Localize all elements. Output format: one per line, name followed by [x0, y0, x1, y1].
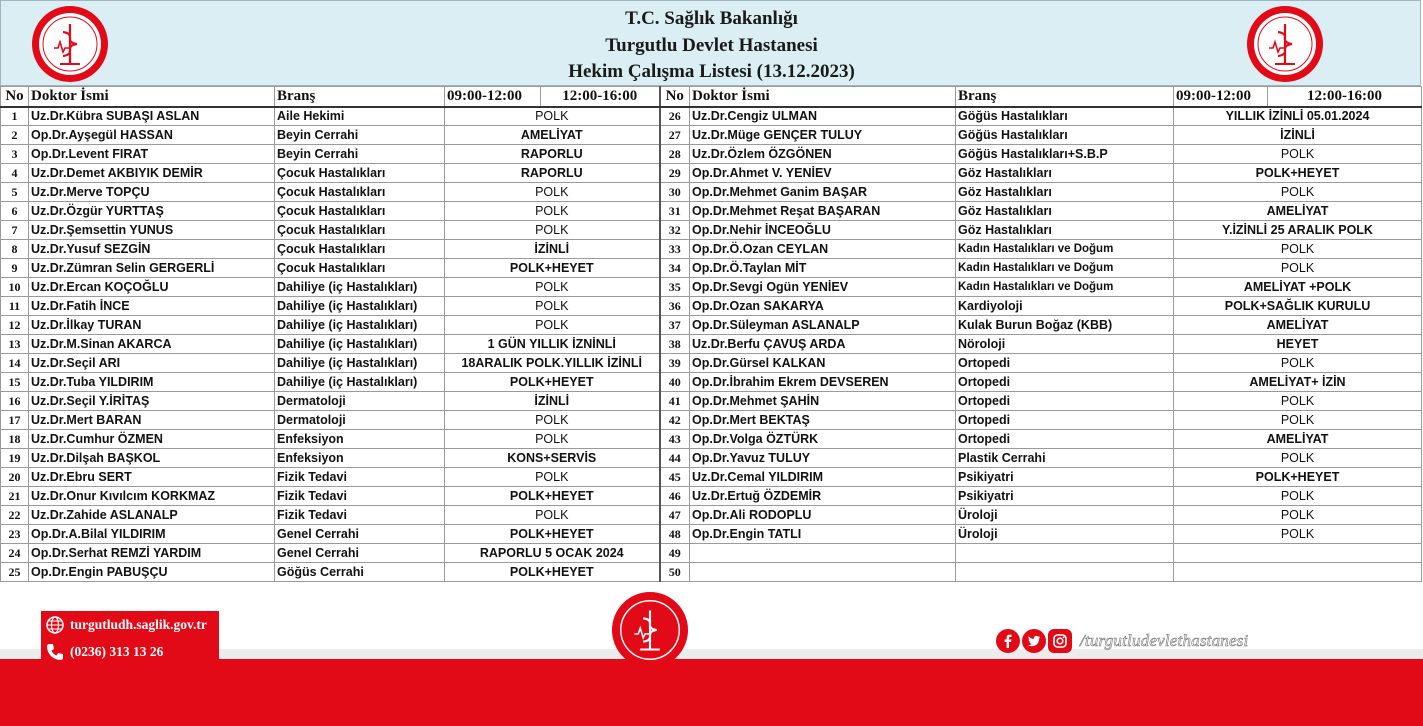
table-row	[1, 259, 1422, 278]
doctor-status: RAPORLU 5 OCAK 2024	[445, 544, 660, 563]
doctor-name: Uz.Dr.Kübra SUBAŞI ASLAN	[29, 107, 275, 126]
doctor-name: Uz.Dr.Seçil ARI	[29, 354, 275, 373]
doctor-no: 3	[1, 145, 29, 164]
social-links	[996, 629, 1248, 653]
doctor-status: POLK+HEYET	[1174, 164, 1422, 183]
col-header-branch: Branş	[275, 87, 445, 107]
doctor-branch: Göz Hastalıkları	[956, 221, 1174, 240]
doctor-no: 23	[1, 525, 29, 544]
doctor-branch: Göğüs Hastalıkları	[956, 107, 1174, 126]
doctor-branch: Genel Cerrahi	[275, 525, 445, 544]
doctor-no: 32	[660, 221, 690, 240]
phone-number[interactable]: (0236) 313 13 26	[70, 644, 164, 659]
doctor-name: Op.Dr.Ali RODOPLU	[690, 506, 956, 525]
doctor-branch: Dahiliye (iç Hastalıkları)	[275, 373, 445, 392]
doctor-name: Op.Dr.Ö.Taylan MİT	[690, 259, 956, 278]
doctor-branch: Üroloji	[956, 506, 1174, 525]
doctor-status: POLK	[1174, 449, 1422, 468]
doctor-branch: Enfeksiyon	[275, 430, 445, 449]
footer-red-band	[0, 659, 1423, 726]
doctor-name: Op.Dr.Mehmet Ganim BAŞAR	[690, 183, 956, 202]
table-row	[1, 354, 1422, 373]
doctor-no: 36	[660, 297, 690, 316]
website-row[interactable]	[45, 614, 207, 636]
doctor-status: İZİNLİ	[445, 392, 660, 411]
list-title: Hekim Çalışma Listesi (13.12.2023)	[568, 61, 855, 82]
doctor-branch: Ortopedi	[956, 411, 1174, 430]
col-header-slot1: 09:00-12:00	[445, 87, 541, 107]
doctor-branch: Ortopedi	[956, 354, 1174, 373]
doctor-name: Op.Dr.Engin TATLI	[690, 525, 956, 544]
doctor-branch: Çocuk Hastalıkları	[275, 240, 445, 259]
doctor-no: 50	[660, 563, 690, 582]
doctor-branch: Psikiyatri	[956, 468, 1174, 487]
doctor-branch: Dahiliye (iç Hastalıkları)	[275, 297, 445, 316]
doctor-no: 45	[660, 468, 690, 487]
doctor-no: 21	[1, 487, 29, 506]
table-row	[1, 506, 1422, 525]
twitter-icon[interactable]	[1022, 629, 1046, 653]
doctor-status: POLK+HEYET	[445, 563, 660, 582]
doctor-no: 49	[660, 544, 690, 563]
doctor-no: 20	[1, 468, 29, 487]
doctor-branch: Çocuk Hastalıkları	[275, 202, 445, 221]
doctor-status: POLK	[445, 107, 660, 126]
doctor-status: RAPORLU	[445, 164, 660, 183]
doctor-no: 38	[660, 335, 690, 354]
doctor-branch: Kardiyoloji	[956, 297, 1174, 316]
doctor-name: Op.Dr.Gürsel KALKAN	[690, 354, 956, 373]
doctor-name: Op.Dr.Sevgi Ogün YENİEV	[690, 278, 956, 297]
col-header-doctor: Doktor İsmi	[29, 87, 275, 107]
doctor-branch: Çocuk Hastalıkları	[275, 164, 445, 183]
doctor-branch: Dahiliye (iç Hastalıkları)	[275, 278, 445, 297]
col-header-branch: Branş	[956, 87, 1174, 107]
doctor-status: AMELİYAT	[1174, 202, 1422, 221]
col-header-no: No	[660, 87, 690, 107]
doctor-branch: Beyin Cerrahi	[275, 126, 445, 145]
doctor-name: Uz.Dr.Şemsettin YUNUS	[29, 221, 275, 240]
table-header-row	[1, 87, 1422, 107]
table-row	[1, 468, 1422, 487]
doctor-status: POLK	[1174, 259, 1422, 278]
doctor-name: Op.Dr.Ö.Ozan CEYLAN	[690, 240, 956, 259]
doctor-no: 39	[660, 354, 690, 373]
doctor-status: KONS+SERVİS	[445, 449, 660, 468]
doctor-no: 13	[1, 335, 29, 354]
doctor-no: 25	[1, 563, 29, 582]
table-row	[1, 487, 1422, 506]
ministry-title: T.C. Sağlık Bakanlığı	[625, 8, 798, 29]
doctor-no: 15	[1, 373, 29, 392]
table-row	[1, 316, 1422, 335]
doctor-name: Op.Dr.Mehmet ŞAHİN	[690, 392, 956, 411]
website-link[interactable]: turgutludh.saglik.gov.tr	[70, 617, 207, 632]
facebook-icon[interactable]	[996, 629, 1020, 653]
doctor-status: POLK+HEYET	[445, 525, 660, 544]
doctor-status: POLK+HEYET	[445, 373, 660, 392]
doctor-status: POLK	[445, 221, 660, 240]
doctor-name: Op.Dr.Ahmet V. YENİEV	[690, 164, 956, 183]
doctor-status: POLK	[445, 468, 660, 487]
table-row	[1, 297, 1422, 316]
doctor-status: POLK+HEYET	[445, 487, 660, 506]
doctor-name: Uz.Dr.Cumhur ÖZMEN	[29, 430, 275, 449]
doctor-branch: Çocuk Hastalıkları	[275, 259, 445, 278]
doctor-name: Uz.Dr.Ebru SERT	[29, 468, 275, 487]
doctor-name: Op.Dr.Engin PABUŞÇU	[29, 563, 275, 582]
doctor-no: 12	[1, 316, 29, 335]
doctor-branch	[956, 544, 1174, 563]
doctor-name: Uz.Dr.Demet AKBIYIK DEMİR	[29, 164, 275, 183]
doctor-name: Uz.Dr.Müge GENÇER TULUY	[690, 126, 956, 145]
doctor-no: 8	[1, 240, 29, 259]
doctor-no: 46	[660, 487, 690, 506]
doctor-branch: Ortopedi	[956, 373, 1174, 392]
doctor-status: POLK	[445, 316, 660, 335]
table-row	[1, 278, 1422, 297]
table-row	[1, 202, 1422, 221]
doctor-status: POLK	[445, 202, 660, 221]
doctor-status: POLK	[445, 183, 660, 202]
doctor-status: POLK	[1174, 354, 1422, 373]
doctor-status: POLK	[445, 411, 660, 430]
table-row	[1, 525, 1422, 544]
doctor-no: 31	[660, 202, 690, 221]
doctor-status: POLK	[1174, 525, 1422, 544]
doctor-name: Op.Dr.Ozan SAKARYA	[690, 297, 956, 316]
phone-row[interactable]	[45, 641, 163, 663]
table-row	[1, 240, 1422, 259]
doctor-name: Op.Dr.A.Bilal YILDIRIM	[29, 525, 275, 544]
doctor-no: 47	[660, 506, 690, 525]
doctor-branch: Çocuk Hastalıkları	[275, 221, 445, 240]
doctor-name: Uz.Dr.Yusuf SEZGİN	[29, 240, 275, 259]
doctor-status: POLK	[1174, 392, 1422, 411]
doctor-status: YILLIK İZİNLİ 05.01.2024	[1174, 107, 1422, 126]
doctor-branch: Fizik Tedavi	[275, 468, 445, 487]
doctor-name: Op.Dr.Yavuz TULUY	[690, 449, 956, 468]
doctor-no: 10	[1, 278, 29, 297]
page-footer	[0, 589, 1423, 726]
doctor-no: 14	[1, 354, 29, 373]
doctor-status: İZİNLİ	[445, 240, 660, 259]
doctor-no: 6	[1, 202, 29, 221]
doctor-status	[1174, 544, 1422, 563]
doctor-branch: Dahiliye (iç Hastalıkları)	[275, 335, 445, 354]
globe-icon	[45, 615, 65, 635]
doctor-name: Op.Dr.Volga ÖZTÜRK	[690, 430, 956, 449]
doctor-name: Uz.Dr.Cemal YILDIRIM	[690, 468, 956, 487]
doctor-branch: Dahiliye (iç Hastalıkları)	[275, 354, 445, 373]
doctor-no: 26	[660, 107, 690, 126]
doctor-name: Uz.Dr.Zümran Selin GERGERLİ	[29, 259, 275, 278]
doctor-branch: Dermatoloji	[275, 411, 445, 430]
doctor-name: Op.Dr.Levent FIRAT	[29, 145, 275, 164]
doctor-name: Uz.Dr.Özgür YURTTAŞ	[29, 202, 275, 221]
doctor-status: AMELİYAT+ İZİN	[1174, 373, 1422, 392]
doctor-no: 1	[1, 107, 29, 126]
doctor-branch: Çocuk Hastalıkları	[275, 183, 445, 202]
doctor-no: 30	[660, 183, 690, 202]
doctor-status: POLK+HEYET	[445, 259, 660, 278]
doctor-name: Op.Dr.Mehmet Reşat BAŞARAN	[690, 202, 956, 221]
doctor-status: POLK	[445, 506, 660, 525]
doctor-branch: Göğüs Hastalıkları	[956, 126, 1174, 145]
doctor-branch: Göğüs Hastalıkları+S.B.P	[956, 145, 1174, 164]
col-header-slot2: 12:00-16:00	[1268, 87, 1422, 107]
doctor-no: 48	[660, 525, 690, 544]
table-row	[1, 449, 1422, 468]
doctor-no: 33	[660, 240, 690, 259]
doctor-status: POLK	[1174, 411, 1422, 430]
doctor-branch: Göz Hastalıkları	[956, 202, 1174, 221]
doctor-status: POLK+HEYET	[1174, 468, 1422, 487]
table-row	[1, 392, 1422, 411]
doctor-no: 11	[1, 297, 29, 316]
doctor-branch: Kadın Hastalıkları ve Doğum	[956, 259, 1174, 278]
schedule-table	[0, 86, 1422, 582]
doctor-no: 24	[1, 544, 29, 563]
doctor-status: HEYET	[1174, 335, 1422, 354]
col-header-doctor: Doktor İsmi	[690, 87, 956, 107]
doctor-name: Uz.Dr.Merve TOPÇU	[29, 183, 275, 202]
doctor-status: POLK+SAĞLIK KURULU	[1174, 297, 1422, 316]
doctor-branch: Göz Hastalıkları	[956, 164, 1174, 183]
instagram-icon[interactable]	[1048, 629, 1072, 653]
doctor-name	[690, 563, 956, 582]
doctor-status: POLK	[1174, 506, 1422, 525]
doctor-no: 27	[660, 126, 690, 145]
doctor-status: AMELİYAT	[1174, 430, 1422, 449]
table-row	[1, 183, 1422, 202]
doctor-no: 41	[660, 392, 690, 411]
doctor-name: Uz.Dr.M.Sinan AKARCA	[29, 335, 275, 354]
page-header	[0, 0, 1421, 86]
doctor-no: 37	[660, 316, 690, 335]
doctor-name: Op.Dr.İbrahim Ekrem DEVSEREN	[690, 373, 956, 392]
table-row	[1, 544, 1422, 563]
doctor-no: 19	[1, 449, 29, 468]
doctor-name: Op.Dr.Nehir İNCEOĞLU	[690, 221, 956, 240]
doctor-no: 4	[1, 164, 29, 183]
table-row	[1, 145, 1422, 164]
doctor-status: AMELİYAT +POLK	[1174, 278, 1422, 297]
doctor-name: Uz.Dr.Dilşah BAŞKOL	[29, 449, 275, 468]
table-row	[1, 126, 1422, 145]
doctor-name: Op.Dr.Süleyman ASLANALP	[690, 316, 956, 335]
doctor-branch: Dahiliye (iç Hastalıkları)	[275, 316, 445, 335]
doctor-no: 2	[1, 126, 29, 145]
doctor-branch: Kadın Hastalıkları ve Doğum	[956, 278, 1174, 297]
doctor-branch: Psikiyatri	[956, 487, 1174, 506]
doctor-no: 18	[1, 430, 29, 449]
doctor-branch: Aile Hekimi	[275, 107, 445, 126]
doctor-status: POLK	[445, 430, 660, 449]
doctor-status: İZİNLİ	[1174, 126, 1422, 145]
doctor-name: Uz.Dr.Mert BARAN	[29, 411, 275, 430]
doctor-name: Uz.Dr.Berfu ÇAVUŞ ARDA	[690, 335, 956, 354]
doctor-name	[690, 544, 956, 563]
doctor-branch: Genel Cerrahi	[275, 544, 445, 563]
ministry-logo-icon	[611, 591, 689, 669]
doctor-branch: Ortopedi	[956, 430, 1174, 449]
table-row	[1, 107, 1422, 126]
doctor-name: Op.Dr.Ayşegül HASSAN	[29, 126, 275, 145]
doctor-branch: Üroloji	[956, 525, 1174, 544]
doctor-status: POLK	[445, 278, 660, 297]
doctor-branch: Beyin Cerrahi	[275, 145, 445, 164]
doctor-name: Op.Dr.Serhat REMZİ YARDIM	[29, 544, 275, 563]
doctor-name: Uz.Dr.Tuba YILDIRIM	[29, 373, 275, 392]
doctor-no: 28	[660, 145, 690, 164]
doctor-name: Uz.Dr.İlkay TURAN	[29, 316, 275, 335]
doctor-name: Uz.Dr.Seçil Y.İRİTAŞ	[29, 392, 275, 411]
doctor-status: POLK	[445, 297, 660, 316]
doctor-no: 44	[660, 449, 690, 468]
table-row	[1, 221, 1422, 240]
doctor-status: 18ARALIK POLK.YILLIK İZİNLİ	[445, 354, 660, 373]
doctor-no: 34	[660, 259, 690, 278]
doctor-branch: Fizik Tedavi	[275, 506, 445, 525]
ministry-logo-icon	[1245, 4, 1325, 84]
table-row	[1, 335, 1422, 354]
doctor-no: 9	[1, 259, 29, 278]
doctor-name: Uz.Dr.Fatih İNCE	[29, 297, 275, 316]
doctor-status: POLK	[1174, 487, 1422, 506]
doctor-branch: Dermatoloji	[275, 392, 445, 411]
doctor-no: 16	[1, 392, 29, 411]
doctor-branch: Göğüs Cerrahi	[275, 563, 445, 582]
doctor-status: POLK	[1174, 183, 1422, 202]
doctor-no: 35	[660, 278, 690, 297]
table-row	[1, 563, 1422, 582]
doctor-no: 42	[660, 411, 690, 430]
table-row	[1, 430, 1422, 449]
hospital-name: Turgutlu Devlet Hastanesi	[605, 35, 818, 56]
doctor-branch: Nöroloji	[956, 335, 1174, 354]
doctor-no: 7	[1, 221, 29, 240]
doctor-branch: Enfeksiyon	[275, 449, 445, 468]
doctor-no: 29	[660, 164, 690, 183]
doctor-no: 43	[660, 430, 690, 449]
table-row	[1, 411, 1422, 430]
doctor-status: POLK	[1174, 145, 1422, 164]
doctor-name: Uz.Dr.Cengiz ULMAN	[690, 107, 956, 126]
doctor-name: Uz.Dr.Ertuğ ÖZDEMİR	[690, 487, 956, 506]
doctor-status: Y.İZİNLİ 25 ARALIK POLK	[1174, 221, 1422, 240]
doctor-status	[1174, 563, 1422, 582]
doctor-branch: Göz Hastalıkları	[956, 183, 1174, 202]
doctor-status: RAPORLU	[445, 145, 660, 164]
doctor-no: 17	[1, 411, 29, 430]
table-row	[1, 373, 1422, 392]
doctor-no: 40	[660, 373, 690, 392]
doctor-status: AMELİYAT	[1174, 316, 1422, 335]
doctor-no: 5	[1, 183, 29, 202]
doctor-branch: Ortopedi	[956, 392, 1174, 411]
doctor-name: Uz.Dr.Zahide ASLANALP	[29, 506, 275, 525]
col-header-slot1: 09:00-12:00	[1174, 87, 1268, 107]
phone-icon	[45, 642, 65, 662]
doctor-status: POLK	[1174, 240, 1422, 259]
doctor-name: Op.Dr.Mert BEKTAŞ	[690, 411, 956, 430]
doctor-status: 1 GÜN YILLIK İZNİNLİ	[445, 335, 660, 354]
doctor-branch: Kadın Hastalıkları ve Doğum	[956, 240, 1174, 259]
contact-box	[41, 611, 219, 666]
doctor-name: Uz.Dr.Onur Kıvılcım KORKMAZ	[29, 487, 275, 506]
doctor-branch: Kulak Burun Boğaz (KBB)	[956, 316, 1174, 335]
table-row	[1, 164, 1422, 183]
doctor-status: AMELİYAT	[445, 126, 660, 145]
social-handle[interactable]: /turgutludevlethastanesi	[1080, 631, 1249, 650]
doctor-name: Uz.Dr.Özlem ÖZGÖNEN	[690, 145, 956, 164]
doctor-name: Uz.Dr.Ercan KOÇOĞLU	[29, 278, 275, 297]
doctor-no: 22	[1, 506, 29, 525]
doctor-branch: Plastik Cerrahi	[956, 449, 1174, 468]
col-header-slot2: 12:00-16:00	[541, 87, 660, 107]
doctor-branch	[956, 563, 1174, 582]
doctor-branch: Fizik Tedavi	[275, 487, 445, 506]
col-header-no: No	[1, 87, 29, 107]
